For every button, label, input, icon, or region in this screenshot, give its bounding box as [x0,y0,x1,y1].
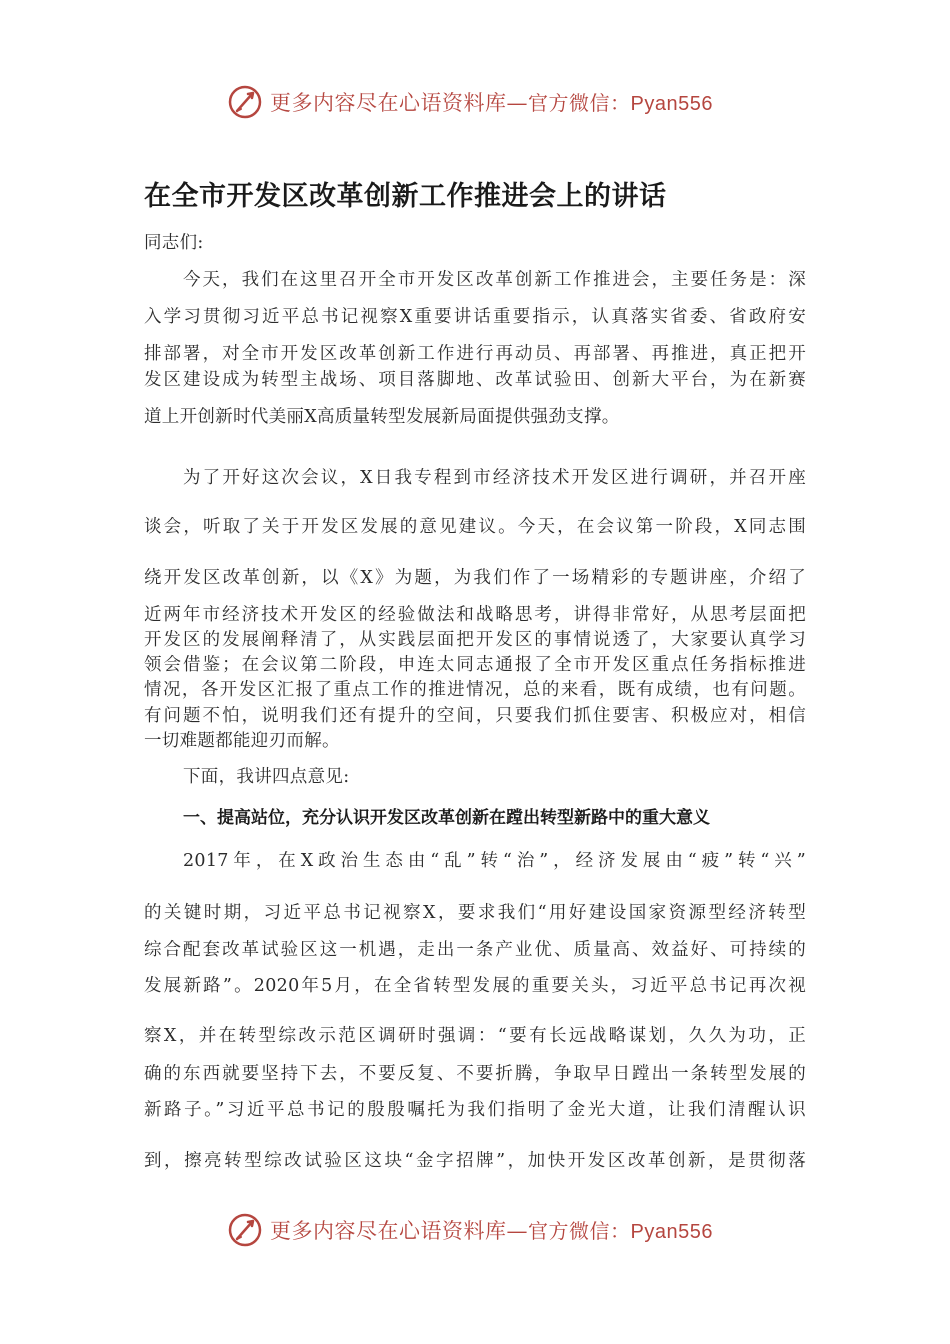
banner-wechat-id: Pyan556 [630,1221,713,1243]
banner-wechat-id: Pyan556 [630,93,713,115]
banner-dash: — [506,91,528,115]
paragraph-line: 2017年，在X政治生态由“乱”转“治”，经济发展由“疲”转“兴” [183,851,806,871]
paragraph-line: 道上开创新时代美丽X高质量转型发展新局面提供强劲支撑。 [144,407,620,427]
greeting: 同志们: [144,233,204,253]
paragraph-line: 情况，各开发区汇报了重点工作的推进情况，总的来看，既有成绩，也有问题。 [144,680,806,700]
paragraph-line: 发展新路”。2020年5月，在全省转型发展的重要关头，习近平总书记再次视 [144,976,806,996]
paragraph-line: 近两年市经济技术开发区的经验做法和战略思考，讲得非常好，从思考层面把 [144,605,806,625]
banner-main-text: 更多内容尽在心语资料库 [270,91,507,115]
paragraph-line: 综合配套改革试验区这一机遇，走出一条产业优、质量高、效益好、可持续的 [144,940,806,960]
quill-logo-icon [228,85,262,119]
paragraph-line: 谈会，听取了关于开发区发展的意见建议。今天，在会议第一阶段，X同志围 [144,517,806,537]
paragraph-line: 入学习贯彻习近平总书记视察X重要讲话重要指示，认真落实省委、省政府安 [144,307,806,327]
paragraph-line: 下面，我讲四点意见: [183,767,350,787]
document-title: 在全市开发区改革创新工作推进会上的讲话 [144,181,667,211]
paragraph-line: 确的东西就要坚持下去，不要反复、不要折腾，争取早日蹚出一条转型发展的 [144,1064,806,1084]
banner-wechat-label: 官方微信： [528,91,631,115]
banner-main-text: 更多内容尽在心语资料库 [270,1219,507,1243]
banner-dash: — [506,1219,528,1243]
paragraph-line: 为了开好这次会议，X日我专程到市经济技术开发区进行调研，并召开座 [183,468,806,488]
paragraph-line: 开发区的发展阐释清了，从实践层面把开发区的事情说透了，大家要认真学习 [144,630,806,650]
banner-wechat-label: 官方微信： [528,1219,631,1243]
paragraph-line: 的关键时期，习近平总书记视察X，要求我们“用好建设国家资源型经济转型 [144,903,806,923]
banner-text [270,87,713,117]
paragraph-line: 察X，并在转型综改示范区调研时强调：“要有长远战略谋划，久久为功，正 [144,1026,806,1046]
paragraph-line: 新路子。”习近平总书记的殷殷嘱托为我们指明了金光大道，让我们清醒认识 [144,1100,806,1120]
paragraph-line: 排部署，对全市开发区改革创新工作进行再动员、再部署、再推进，真正把开 [144,344,806,364]
paragraph-line: 发区建设成为转型主战场、项目落脚地、改革试验田、创新大平台，为在新赛 [144,370,806,390]
paragraph-line: 绕开发区改革创新，以《X》为题，为我们作了一场精彩的专题讲座，介绍了 [144,568,806,588]
section-heading: 一、提高站位，充分认识开发区改革创新在蹚出转型新路中的重大意义 [183,808,710,827]
paragraph-line: 今天，我们在这里召开全市开发区改革创新工作推进会，主要任务是：深 [183,270,806,290]
paragraph-line: 一切难题都能迎刃而解。 [144,731,340,751]
paragraph-line: 到，擦亮转型综改试验区这块“金字招牌”，加快开发区改革创新，是贯彻落 [144,1151,806,1171]
banner-text [270,1215,713,1245]
quill-logo-icon [228,1213,262,1247]
header-banner [228,80,713,124]
paragraph-line: 领会借鉴；在会议第二阶段，申连太同志通报了全市开发区重点任务指标推进 [144,655,806,675]
footer-banner [228,1208,713,1252]
paragraph-line: 有问题不怕，说明我们还有提升的空间，只要我们抓住要害、积极应对，相信 [144,706,806,726]
